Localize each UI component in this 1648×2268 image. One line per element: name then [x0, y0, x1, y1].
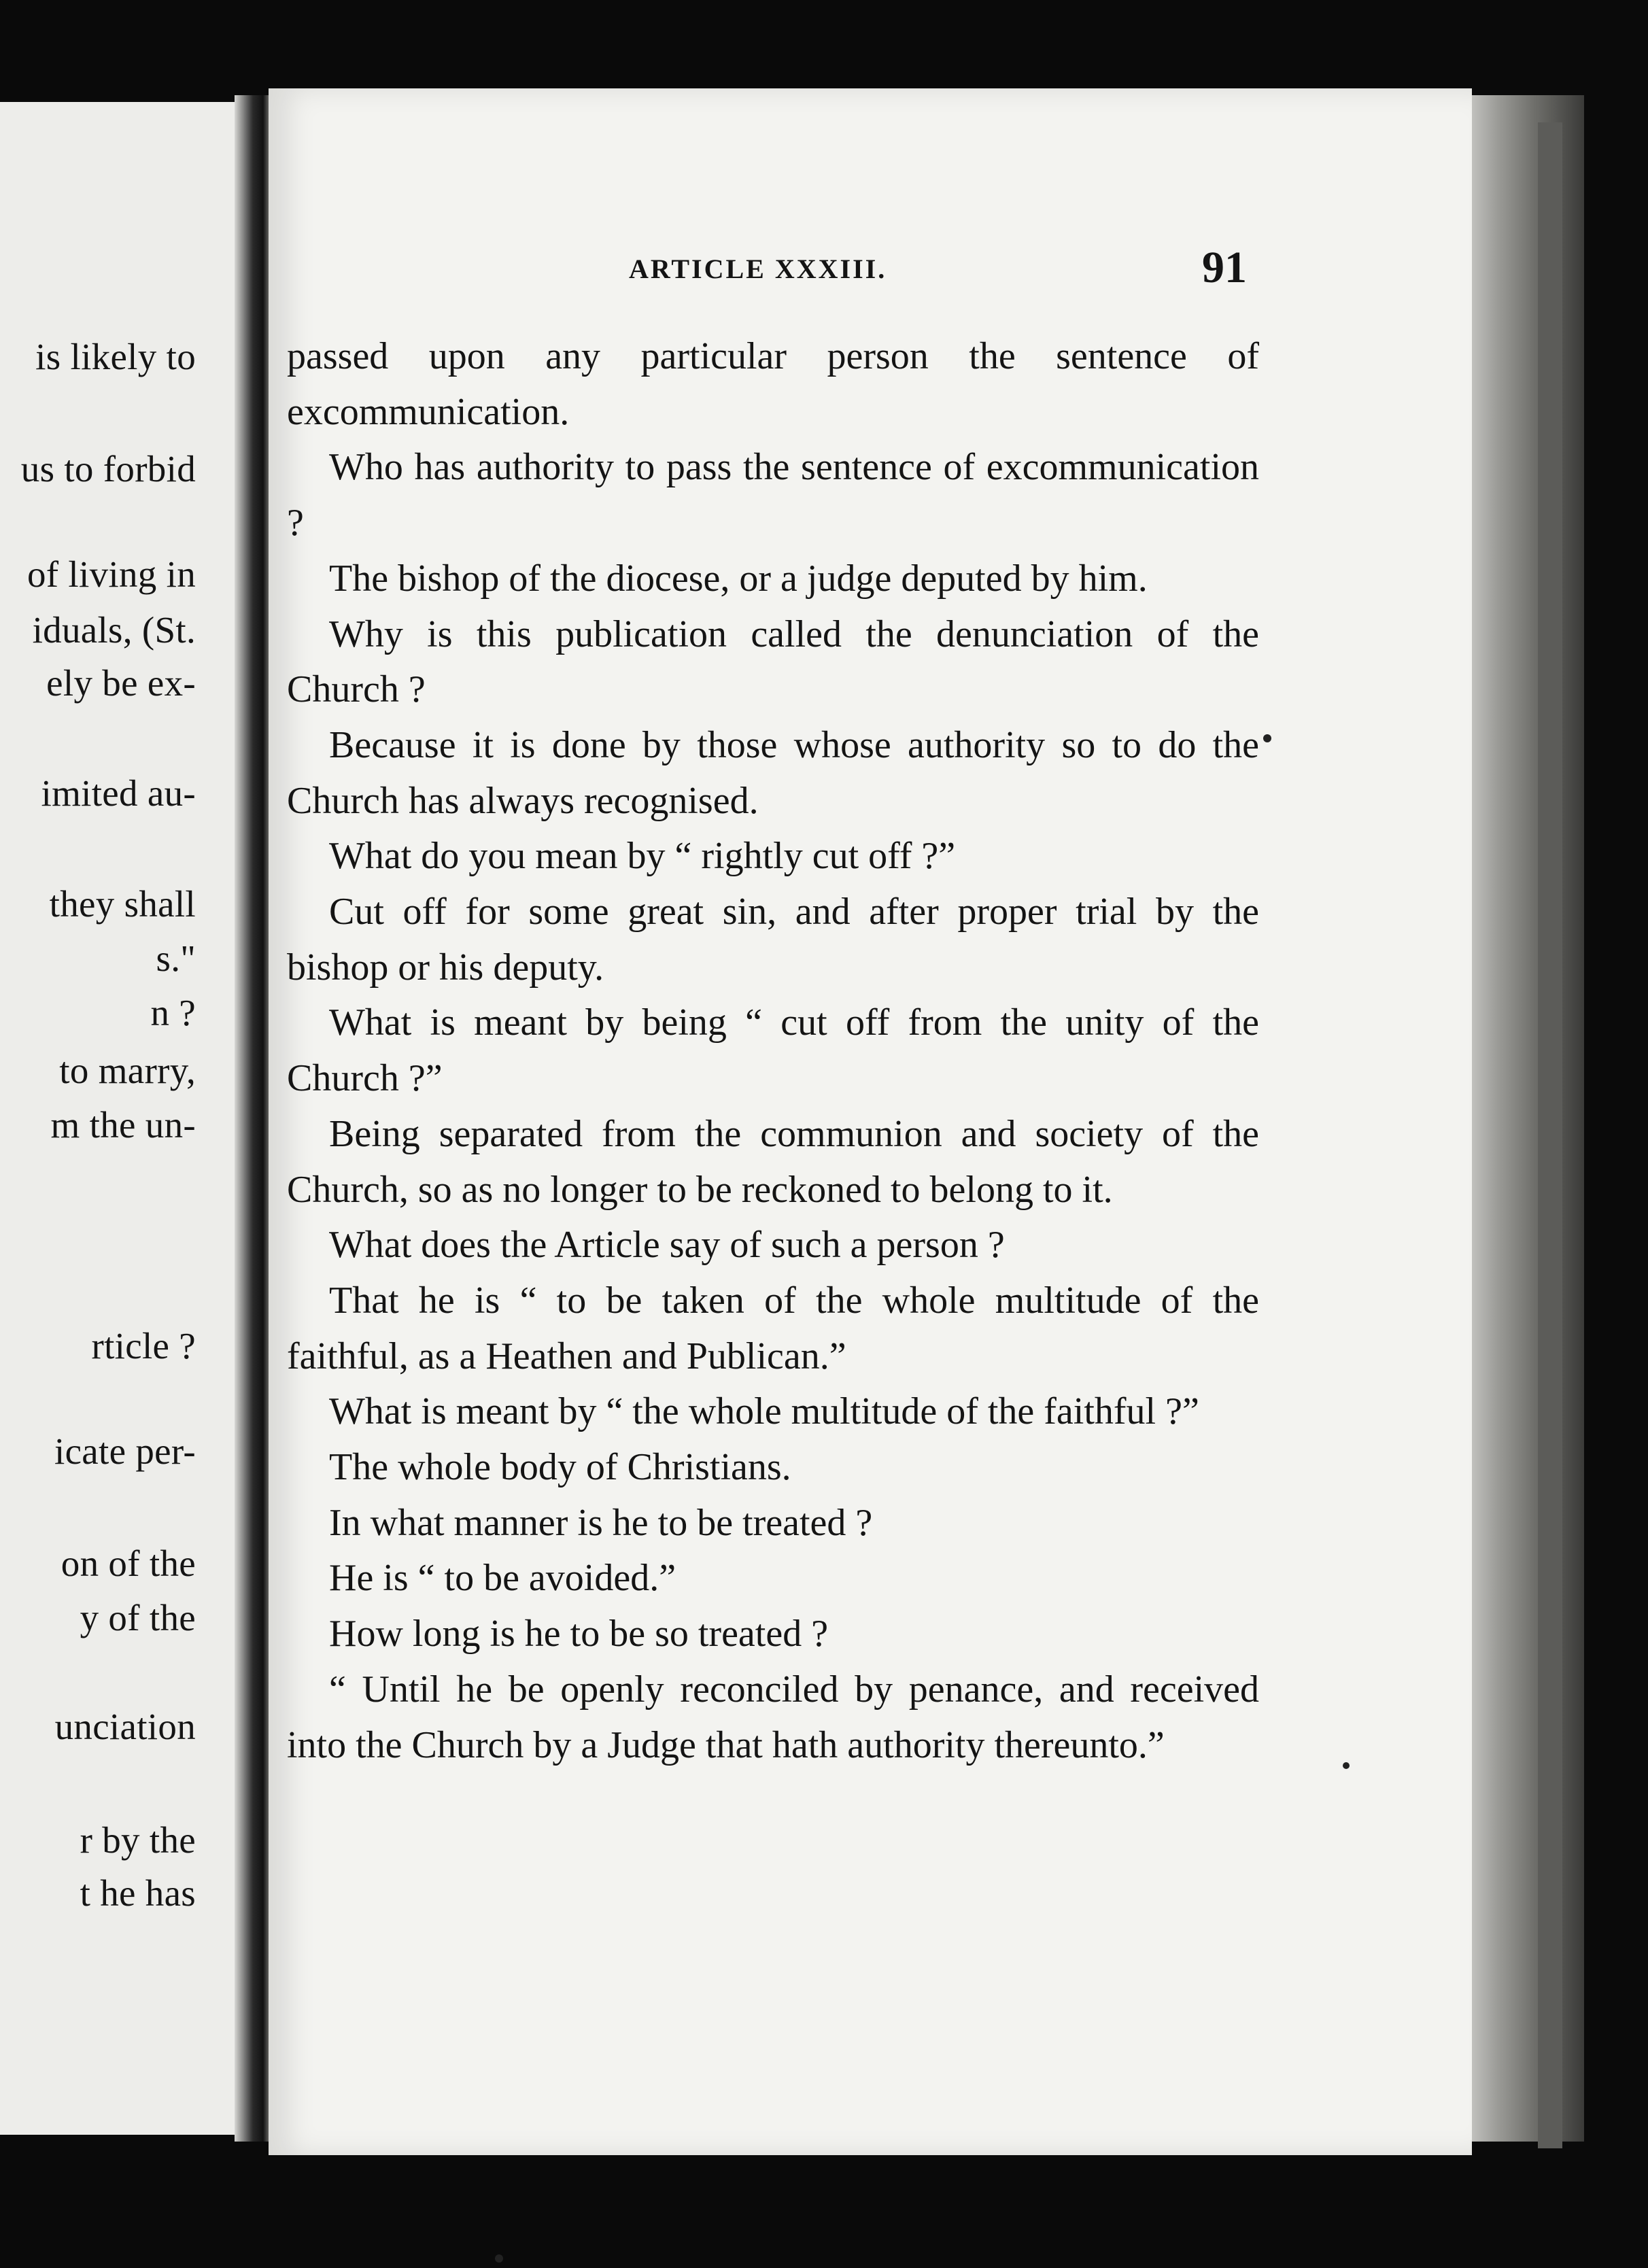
- answer-paragraph: The whole body of Christians.: [329, 1446, 791, 1489]
- answer-paragraph: Because it is done by those whose authority so to do the Church has always recognised.: [287, 723, 1259, 822]
- ink-speck: [495, 2254, 503, 2263]
- left-page-line: icate per-: [54, 1430, 196, 1472]
- left-page-line: s.": [156, 938, 196, 979]
- answer-paragraph: Being separated from the communion and society of the Church, so as no longer to be reckoned to belong to it.: [287, 1112, 1259, 1211]
- left-page-line: imited au-: [41, 772, 196, 814]
- left-page-line: unciation: [54, 1706, 196, 1747]
- left-page-line: rticle ?: [91, 1325, 196, 1367]
- left-page-line: us to forbid: [20, 448, 196, 489]
- page-edge: [1462, 95, 1584, 2142]
- answer-paragraph: “ Until he be openly reconciled by penance, and received into the Church by a Judge that hath authority thereunto.”: [287, 1668, 1259, 1766]
- body-text: [287, 329, 1259, 1773]
- page-edge-strip: [1538, 122, 1562, 2148]
- question-paragraph: In what manner is he to be treated ?: [329, 1501, 873, 1544]
- page-number: 91: [1202, 243, 1247, 292]
- left-page-line: of living in: [27, 553, 196, 595]
- left-page-line: m the un-: [50, 1104, 196, 1146]
- question-paragraph: How long is he to be so treated ?: [329, 1613, 829, 1655]
- left-page-line: on of the: [61, 1543, 196, 1584]
- left-page-line: t he has: [80, 1872, 196, 1914]
- running-head: ARTICLE XXXIII.: [629, 254, 887, 284]
- question-paragraph: What is meant by being “ cut off from the unity of the Church ?”: [287, 1001, 1259, 1100]
- left-page: [0, 102, 245, 2135]
- question-paragraph: What is meant by “ the whole multitude of the faithful ?”: [329, 1390, 1199, 1433]
- body-paragraph: passed upon any particular person the sentence of excommunication.: [287, 335, 1259, 433]
- question-paragraph: What do you mean by “ rightly cut off ?”: [329, 835, 956, 878]
- left-page-line: n ?: [150, 992, 196, 1033]
- left-page-line: is likely to: [35, 336, 196, 377]
- left-page-line: to marry,: [59, 1050, 196, 1091]
- left-page-line: y of the: [80, 1597, 196, 1638]
- ink-speck: [1343, 1762, 1350, 1769]
- ink-speck: [1263, 734, 1271, 742]
- answer-paragraph: He is “ to be avoided.”: [329, 1557, 676, 1600]
- question-paragraph: Why is this publication called the denunciation of the Church ?: [287, 613, 1259, 711]
- left-page-line: iduals, (St.: [32, 609, 196, 651]
- answer-paragraph: The bishop of the diocese, or a judge deputed by him.: [329, 557, 1148, 600]
- answer-paragraph: That he is “ to be taken of the whole multitude of the faithful, as a Heathen and Publican.”: [287, 1279, 1259, 1377]
- left-page-line: ely be ex-: [46, 662, 196, 704]
- answer-paragraph: Cut off for some great sin, and after proper trial by the bishop or his deputy.: [287, 891, 1259, 989]
- question-paragraph: What does the Article say of such a person ?: [329, 1224, 1005, 1267]
- left-page-line: r by the: [80, 1819, 196, 1861]
- left-page-line: they shall: [49, 883, 196, 925]
- question-paragraph: Who has authority to pass the sentence of excommunication ?: [287, 446, 1259, 545]
